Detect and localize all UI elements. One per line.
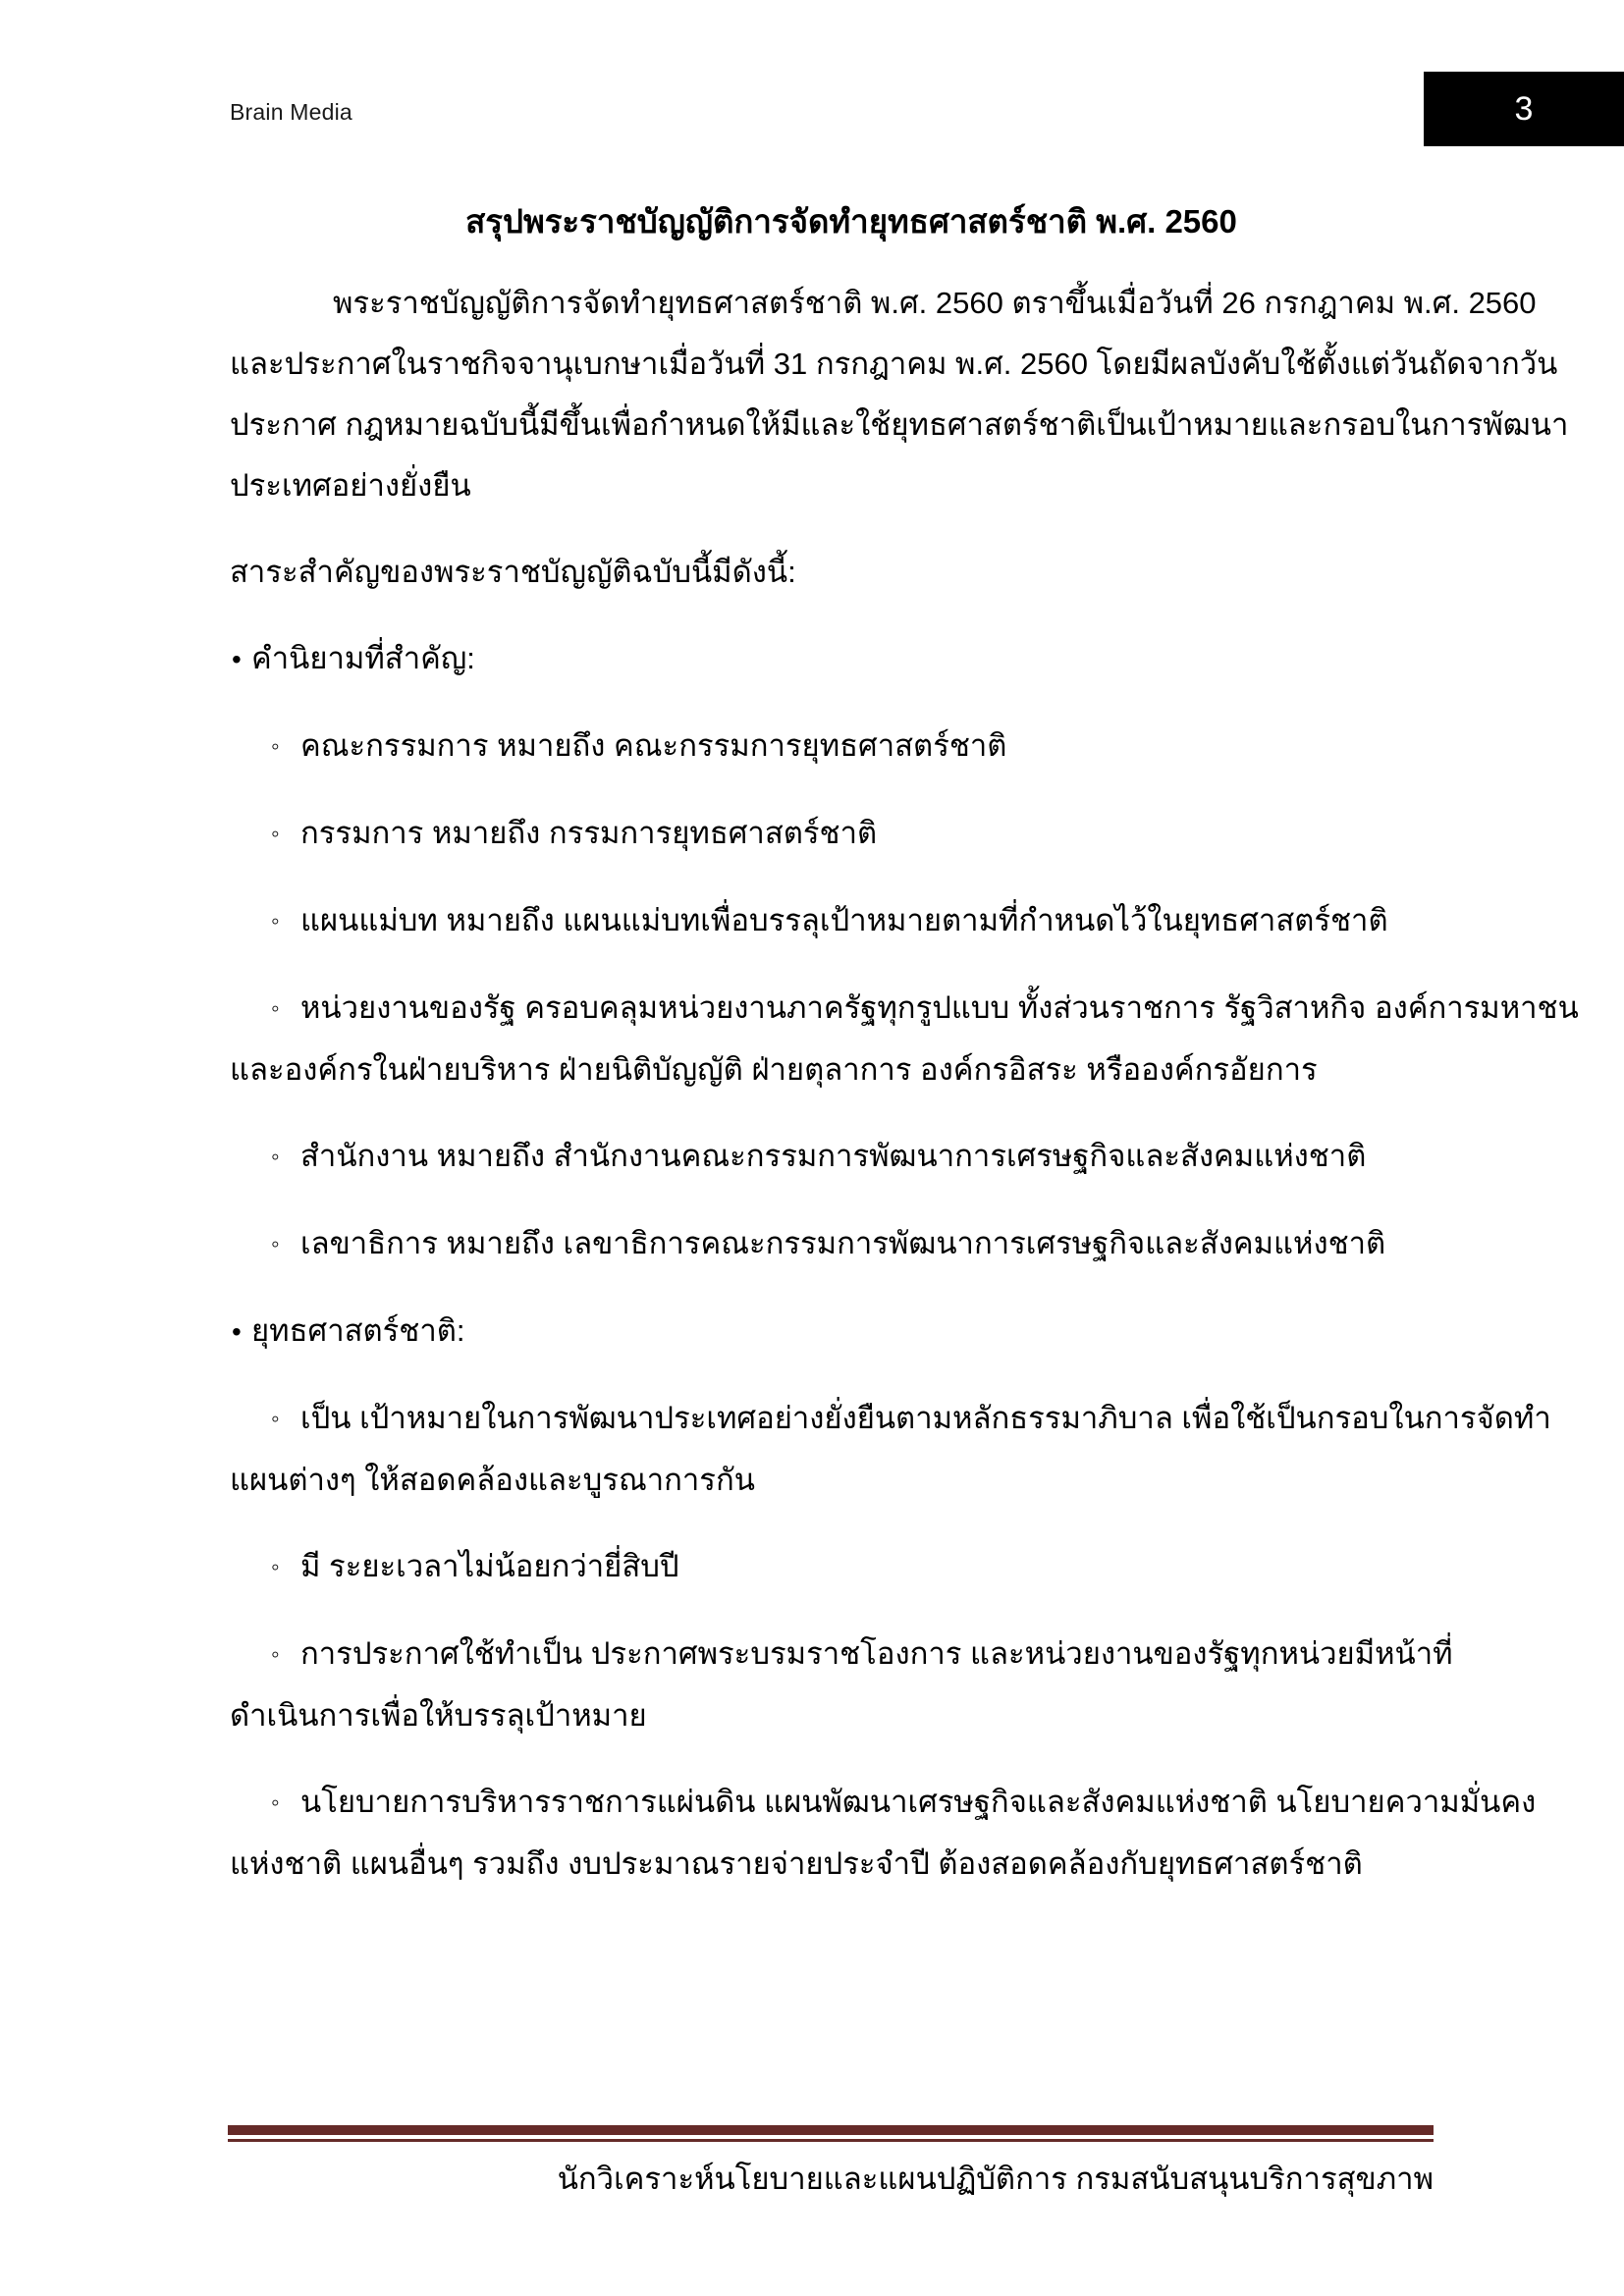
circle-bullet-icon: ◦: [271, 908, 280, 934]
sub-bullet-item: [230, 890, 1473, 952]
circle-bullet-icon: ◦: [271, 995, 280, 1022]
circle-bullet-icon: ◦: [271, 1789, 280, 1816]
text-line: • คำนิยามที่สำคัญ:: [230, 628, 1473, 690]
paragraph: [230, 542, 1473, 603]
text-line: พระราชบัญญัติการจัดทำยุทธศาสตร์ชาติ พ.ศ. 2560 ตราขึ้นเมื่อวันที่ 26 กรกฎาคม พ.ศ. 2560: [333, 286, 1537, 320]
footer-rule: [228, 2125, 1434, 2142]
sub-bullet-item: [230, 1536, 1473, 1598]
document-body: [230, 196, 1579, 1920]
text-line: ◦ การประกาศใช้ทำเป็น ประกาศพระบรมราชโองการ และหน่วยงานของรัฐทุกหน่วยมีหน้าที่: [230, 1624, 1473, 1685]
sub-bullet-item: [230, 1388, 1551, 1511]
text-line: ◦ นโยบายการบริหารราชการแผ่นดิน แผนพัฒนาเศรษฐกิจและสังคมแห่งชาติ นโยบายความมั่นคง: [230, 1772, 1473, 1834]
footer-text: นักวิเคราะห์นโยบายและแผนปฏิบัติการ กรมสนับสนุนบริการสุขภาพ: [557, 2162, 1434, 2196]
text-line: ◦ เป็น เป้าหมายในการพัฒนาประเทศอย่างยั่งยืนตามหลักธรรมาภิบาล เพื่อใช้เป็นกรอบในการจัดทำ: [230, 1388, 1473, 1450]
circle-bullet-icon: ◦: [271, 1231, 280, 1257]
circle-bullet-icon: ◦: [271, 1406, 280, 1432]
text-line: ◦ มี ระยะเวลาไม่น้อยกว่ายี่สิบปี: [230, 1536, 1473, 1598]
page-number-box: [1424, 72, 1624, 146]
footer-rule-thin: [228, 2139, 1434, 2142]
text-line: ประกาศ กฎหมายฉบับนี้มีขึ้นเพื่อกำหนดให้มีและใช้ยุทธศาสตร์ชาติเป็นเป้าหมายและกรอบในการพัฒนา: [230, 407, 1569, 442]
disc-bullet-icon: •: [232, 1316, 242, 1347]
text-line: ◦ คณะกรรมการ หมายถึง คณะกรรมการยุทธศาสตร์ชาติ: [230, 716, 1473, 777]
sub-bullet-item: [230, 978, 1579, 1100]
text-line: ◦ สำนักงาน หมายถึง สำนักงานคณะกรรมการพัฒนาการเศรษฐกิจและสังคมแห่งชาติ: [230, 1126, 1473, 1188]
sub-bullet-item: [230, 1126, 1473, 1188]
circle-bullet-icon: ◦: [271, 1641, 280, 1668]
sub-bullet-item: [230, 1624, 1473, 1746]
circle-bullet-icon: ◦: [271, 733, 280, 760]
bullet-item: [230, 1301, 1473, 1362]
text-line: สาระสำคัญของพระราชบัญญัติฉบับนี้มีดังนี้:: [230, 555, 796, 589]
disc-bullet-icon: •: [232, 644, 242, 674]
sub-bullet-item: [230, 1772, 1537, 1895]
text-line: • ยุทธศาสตร์ชาติ:: [230, 1301, 1473, 1362]
text-line: ◦ แผนแม่บท หมายถึง แผนแม่บทเพื่อบรรลุเป้าหมายตามที่กำหนดไว้ในยุทธศาสตร์ชาติ: [230, 890, 1473, 952]
text-line: และประกาศในราชกิจจานุเบกษาเมื่อวันที่ 31 กรกฎาคม พ.ศ. 2560 โดยมีผลบังคับใช้ตั้งแต่วันถัดจากวัน: [230, 347, 1558, 381]
text-line: แผนต่างๆ ให้สอดคล้องและบูรณาการกัน: [230, 1463, 755, 1497]
text-line: แห่งชาติ แผนอื่นๆ รวมถึง งบประมาณรายจ่ายประจำปี ต้องสอดคล้องกับยุทธศาสตร์ชาติ: [230, 1846, 1363, 1881]
sub-bullet-item: [230, 803, 1473, 865]
footer-rule-thick: [228, 2125, 1434, 2135]
text-line: ◦ กรรมการ หมายถึง กรรมการยุทธศาสตร์ชาติ: [230, 803, 1473, 865]
circle-bullet-icon: ◦: [271, 1554, 280, 1580]
text-line: ประเทศอย่างยั่งยืน: [230, 468, 471, 503]
bullet-item: [230, 628, 1473, 690]
brand-label: Brain Media: [230, 99, 352, 125]
text-line: และองค์กรในฝ่ายบริหาร ฝ่ายนิติบัญญัติ ฝ่ายตุลาการ องค์กรอิสระ หรือองค์กรอัยการ: [230, 1052, 1318, 1087]
sub-bullet-item: [230, 1213, 1473, 1275]
circle-bullet-icon: ◦: [271, 1144, 280, 1170]
text-line: ดำเนินการเพื่อให้บรรลุเป้าหมาย: [230, 1698, 647, 1733]
paragraph: [230, 273, 1569, 516]
text-line: ◦ เลขาธิการ หมายถึง เลขาธิการคณะกรรมการพัฒนาการเศรษฐกิจและสังคมแห่งชาติ: [230, 1213, 1473, 1275]
circle-bullet-icon: ◦: [271, 821, 280, 847]
document-blocks: [230, 273, 1579, 1895]
text-line: ◦ หน่วยงานของรัฐ ครอบคลุมหน่วยงานภาครัฐทุกรูปแบบ ทั้งส่วนราชการ รัฐวิสาหกิจ องค์การมหาชน: [230, 978, 1473, 1040]
document-title: สรุปพระราชบัญญัติการจัดทำยุทธศาสตร์ชาติ พ.ศ. 2560: [465, 203, 1237, 240]
sub-bullet-item: [230, 716, 1473, 777]
page-number: 3: [1514, 90, 1534, 128]
